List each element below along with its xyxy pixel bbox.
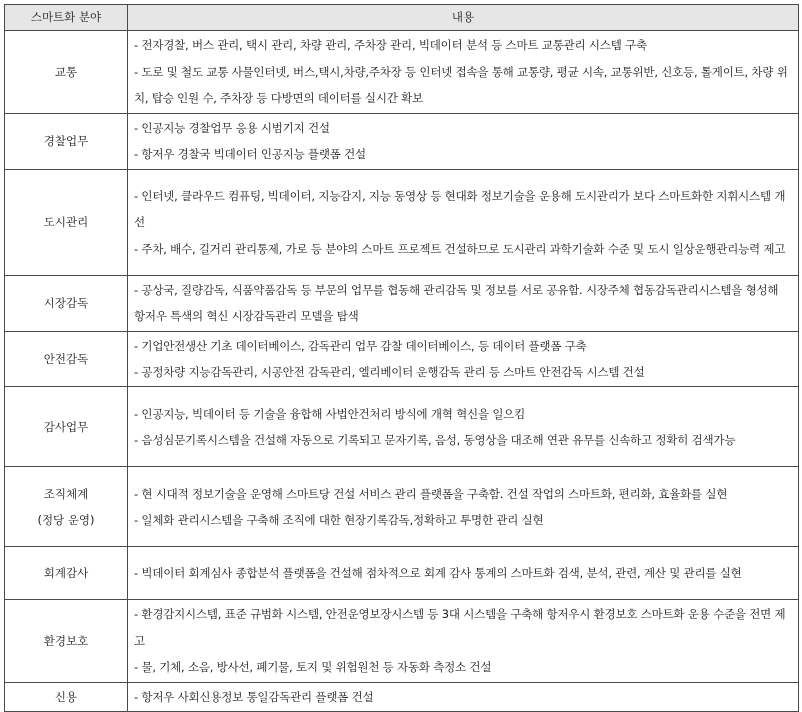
row-area: 감사업무 [5,387,128,467]
content-item: - 빅데이터 회계심사 종합분석 플랫폼을 건설해 점차적으로 회계 감사 통계의 스마트화 검색, 분석, 관련, 계산 및 관리를 실현 [134,566,742,581]
header-area: 스마트화 분야 [5,5,128,31]
content-item: - 환경감지시스템, 표준 규범화 시스템, 안전운영보장시스템 등 3대 시스템을 구축해 항저우시 환경보호 스마트화 운용 수준을 전면 제고 [134,607,786,648]
content-item: - 항저우 경찰국 빅데이터 인공지능 플랫폼 건설 [134,147,366,162]
table-row [5,547,799,600]
row-content [128,331,799,387]
row-area: 환경보호 [5,600,128,682]
content-item: - 항저우 사회신용정보 통일감독관리 플랫폼 건설 [134,689,374,704]
row-content [128,600,799,682]
row-content [128,387,799,467]
smart-city-table [4,4,799,712]
content-item: - 공정차량 지능감독관리, 시공안전 감독관리, 엘리베이터 운행감독 관리 등 스마트 안전감독 시스템 건설 [134,365,645,380]
row-area: 신용 [5,682,128,711]
content-item: - 주차, 배수, 길거리 관리통제, 가로 등 분야의 스마트 프로젝트 건설하므로 도시관리 과학기술화 수준 및 도시 일상운행관리능력 제고 [134,241,786,256]
row-area: 회계감사 [5,547,128,600]
row-content [128,31,799,114]
row-area: 경찰업무 [5,114,128,170]
content-item: - 물, 기체, 소음, 방사선, 폐기물, 토지 및 위험원천 등 자동화 측정소 건설 [134,660,492,675]
row-area [5,467,128,547]
content-item: - 인공지능 경찰업무 응용 시범기지 건설 [134,121,330,135]
row-content [128,547,799,600]
content-item: - 도로 및 철도 교통 사물인터넷, 버스,택시,차량,주차장 등 인터넷 접속을 통해 교통량, 평균 시속, 교통위반, 신호등, 톨게이트, 차량 위치, 탑승 인원 수, 주차장 등 다방면의 데이터를 실시간 확보 [134,64,788,106]
table-row [5,331,799,387]
row-content [128,275,799,331]
table-row [5,114,799,170]
document-page [4,4,798,712]
content-item: - 음성심문기록시스템을 건설해 자동으로 기록되고 문자기록, 음성, 동영상을 대조해 연관 유무를 신속하고 정확히 검색가능 [134,432,736,447]
row-area-title: 조직체계 [43,486,89,501]
row-area: 안전감독 [5,331,128,387]
table-row [5,600,799,682]
row-content [128,682,799,711]
table-row [5,387,799,467]
table-header-row [5,5,799,31]
content-item: - 인터넷, 클라우드 컴퓨팅, 빅데이터, 지능감지, 지능 동영상 등 현대화 정보기술을 운용해 도시관리가 보다 스마트화한 지휘시스템 개선 [134,188,786,230]
content-item: - 전자경찰, 버스 관리, 택시 관리, 차량 관리, 주차장 관리, 빅데이터 분석 등 스마트 교통관리 시스템 구축 [134,38,647,53]
table-row [5,169,799,275]
row-area-subtitle: (정당 운영) [37,512,95,527]
content-item: - 인공지능, 빅데이터 등 기술을 융합해 사법안건처리 방식에 개혁 혁신을 일으킴 [134,406,526,421]
content-item: - 기업안전생산 기초 데이터베이스, 감독관리 업무 감찰 데이터베이스, 등 데이터 플랫폼 구축 [134,338,587,353]
table-row [5,467,799,547]
content-item: - 현 시대적 정보기술을 운영해 스마트당 건설 서비스 관리 플랫폼을 구축함. 건설 작업의 스마트화, 편리화, 효율화를 실현 [134,486,728,501]
content-item: - 공상국, 질량감독, 식품약품감독 등 부문의 업무를 협동해 관리감독 및 정보를 서로 공유함. 시장주체 협동감독관리시스템을 형성해 항저우 특색의 혁신 시장감독관리 모델을 탐색 [134,282,779,324]
table-row [5,275,799,331]
content-item: - 일체화 관리시스템을 구축해 조직에 대한 현장기록감독,정확하고 투명한 관리 실현 [134,512,544,527]
row-area: 교통 [5,31,128,114]
row-content [128,114,799,170]
row-area: 시장감독 [5,275,128,331]
header-content: 내용 [128,5,799,31]
table-row [5,682,799,711]
table-row [5,31,799,114]
row-content [128,467,799,547]
row-area: 도시관리 [5,169,128,275]
row-content [128,169,799,275]
